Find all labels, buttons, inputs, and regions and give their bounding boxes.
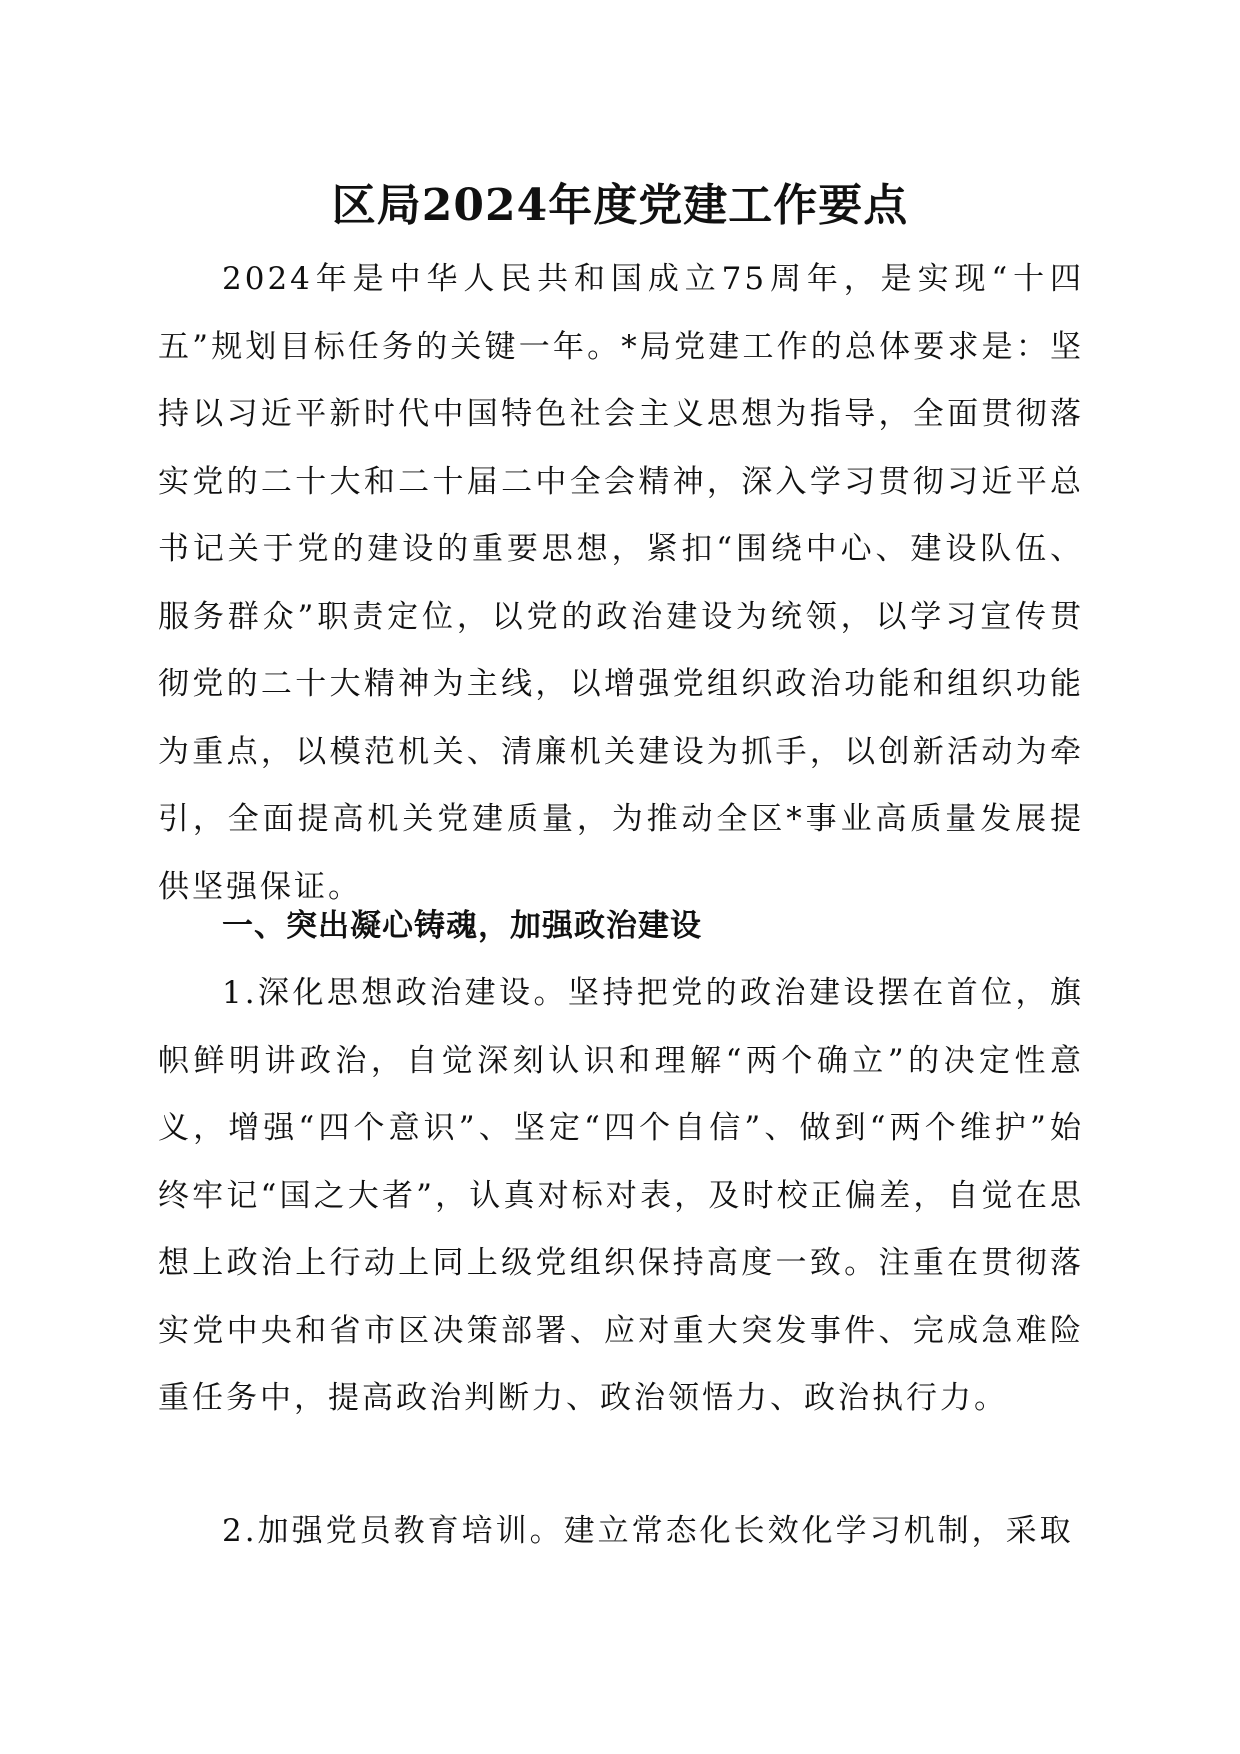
item-1-paragraph: 1.深化思想政治建设。坚持把党的政治建设摆在首位，旗帜鲜明讲政治，自觉深刻认识和理解“两个确立”的决定性意义，增强“四个意识”、坚定“四个自信”、做到“两个维护”始终牢记“国之大者”，认真对标对表，及时校正偏差，自觉在思想上政治上行动上同上级党组织保持高度一致。注重在贯彻落实党中央和省市区决策部署、应对重大突发事件、完成急难险重任务中，提高政治判断力、政治领悟力、政治执行力。 [158,975,1084,1416]
intro-paragraph: 2024年是中华人民共和国成立75周年，是实现“十四五”规划目标任务的关键一年。*局党建工作的总体要求是：坚持以习近平新时代中国特色社会主义思想为指导，全面贯彻落实党的二十大和二十届二中全会精神，深入学习贯彻习近平总书记关于党的建设的重要思想，紧扣“围绕中心、建设队伍、服务群众”职责定位，以党的政治建设为统领，以学习宣传贯彻党的二十大精神为主线，以增强党组织政治功能和组织功能为重点，以模范机关、清廉机关建设为抓手，以创新活动为牵引，全面提高机关党建质量，为推动全区*事业高质量发展提供坚强保证。 [158,261,1084,905]
section-heading: 一、突出凝心铸魂，加强政治建设 [222,908,702,944]
item-2-paragraph: 2.加强党员教育培训。建立常态化长效化学习机制，采取 [222,1513,1074,1549]
document-title: 区局2024年度党建工作要点 [331,180,909,231]
